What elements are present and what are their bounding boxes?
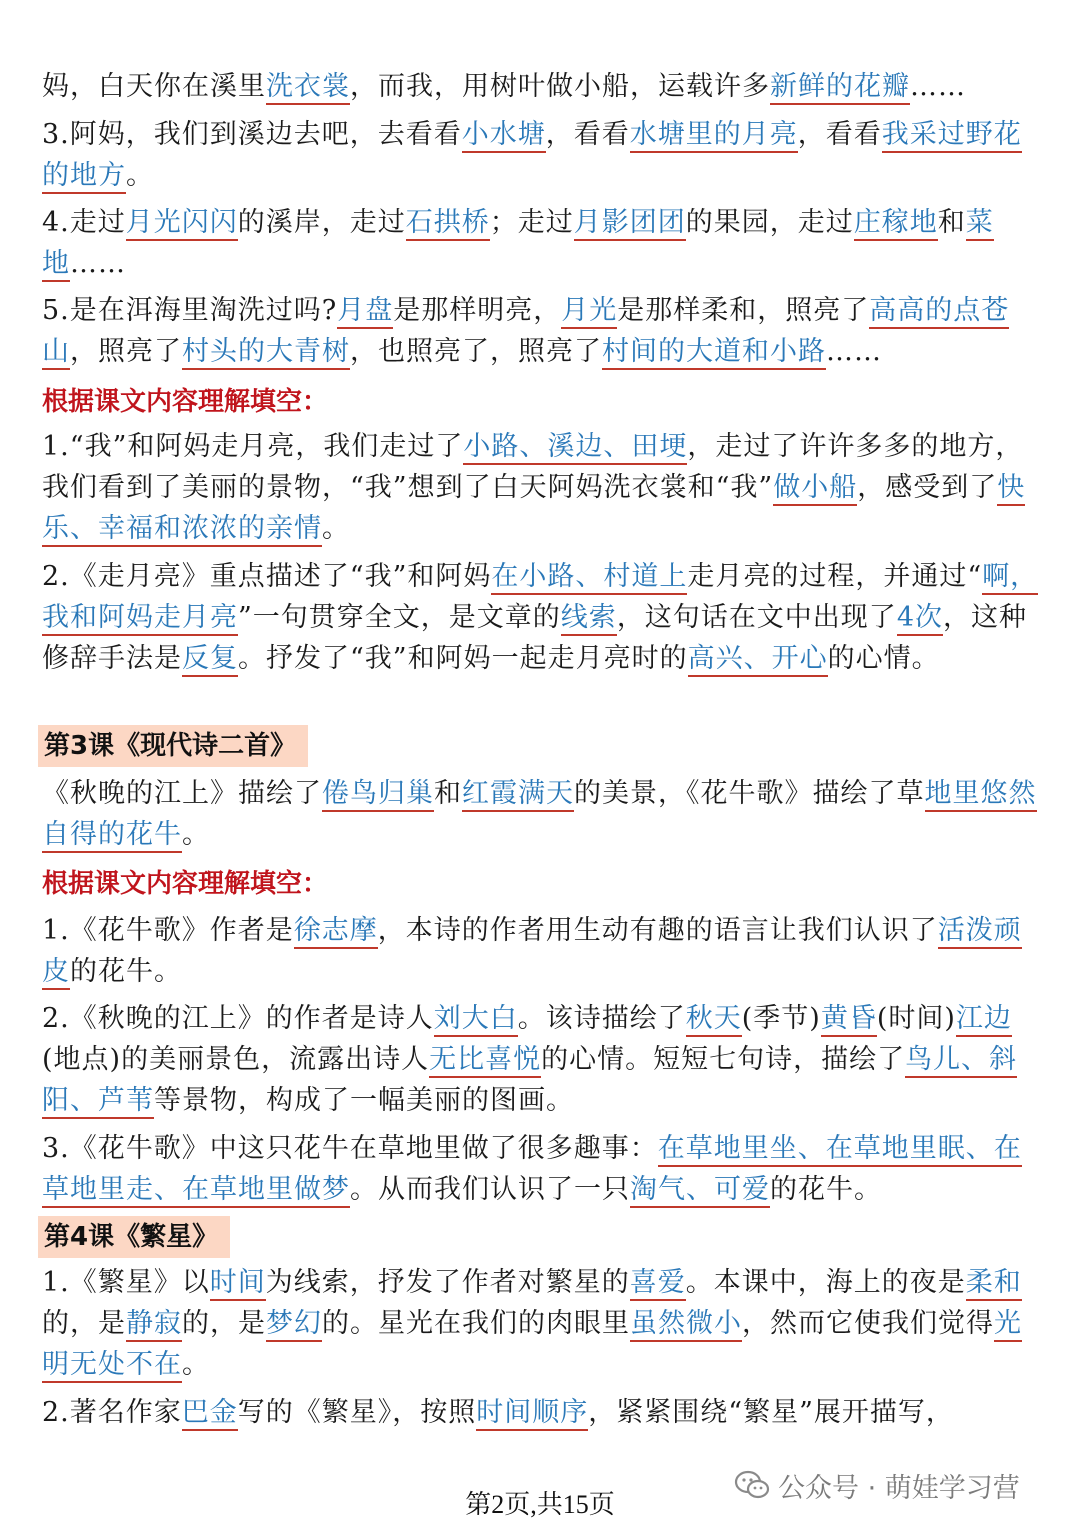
fill-blank-answer: 水塘里的月亮 <box>630 119 798 153</box>
fill-blank-answer: 4次 <box>897 602 943 636</box>
fill-blank-answer: 在小路、村道上 <box>491 561 687 595</box>
paragraph-text: ，紧紧围绕“繁星”展开描写， <box>588 1397 954 1428</box>
paragraph-text: 走月亮的过程，并通过“ <box>687 561 983 592</box>
paragraph-text: 。 <box>126 160 154 191</box>
text-paragraph <box>42 114 1042 196</box>
paragraph-text: ，感受到了 <box>857 472 998 503</box>
fill-blank-answer: 刘大白 <box>434 1003 518 1037</box>
instruction-heading: 根据课文内容理解填空： <box>42 387 329 417</box>
paragraph-text: 等景物，构成了一幅美丽的图画。 <box>154 1085 574 1116</box>
fill-blank-answer: 小路、溪边、田埂 <box>463 431 687 465</box>
text-paragraph <box>42 1392 1042 1433</box>
paragraph-text: 的，是 <box>182 1308 266 1339</box>
fill-blank-answer: 月盘 <box>337 295 393 329</box>
paragraph-text: 1.《繁星》以 <box>42 1267 210 1298</box>
paragraph-text: …… <box>910 71 966 102</box>
fill-blank-answer: 鸟儿、斜阳、芦苇 <box>42 1044 1017 1119</box>
paragraph-text: 的心情。 <box>827 643 940 674</box>
paragraph-text: 的花牛。 <box>70 956 182 987</box>
paragraph-text: 1.《花牛歌》作者是 <box>42 915 294 946</box>
fill-blank-answer: 村间的大道和小路 <box>602 336 826 370</box>
fill-blank-answer: 活泼顽皮 <box>42 915 1022 990</box>
paragraph-text: 。该诗描绘了 <box>517 1003 686 1034</box>
paragraph-text: 和 <box>937 207 966 238</box>
paragraph-text: ，这种修辞手法是 <box>42 602 1027 674</box>
paragraph-text: 。 <box>322 513 350 544</box>
fill-blank-answer: 高兴、开心 <box>688 643 828 677</box>
paragraph-text: 2.《走月亮》重点描述了“我”和阿妈 <box>42 561 492 592</box>
text-paragraph <box>42 1262 1042 1385</box>
fill-blank-answer: 柔和 <box>966 1267 1022 1301</box>
text-paragraph <box>42 202 1042 284</box>
paragraph-text: 3.阿妈，我们到溪边去吧，去看看 <box>42 119 462 150</box>
paragraph-text: 4.走过 <box>42 207 126 238</box>
fill-blank-answer: 做小船 <box>773 472 857 506</box>
fill-blank-answer: 地里悠然自得的花牛 <box>42 778 1037 853</box>
fill-blank-answer: 反复 <box>182 643 238 677</box>
watermark-text: 公众号 · 萌娃学习营 <box>778 1472 1020 1504</box>
paragraph-text: …… <box>70 248 126 279</box>
wechat-icon <box>734 1470 770 1500</box>
watermark <box>734 1462 1020 1508</box>
paragraph-text: 和 <box>434 778 462 809</box>
paragraph-text: 2.《秋晚的江上》的作者是诗人 <box>42 1003 434 1034</box>
text-paragraph <box>42 426 1042 549</box>
paragraph-text: 1.“我”和阿妈走月亮，我们走过了 <box>42 431 464 462</box>
fill-blank-answer: 月光 <box>561 295 617 329</box>
paragraph-text: 《秋晚的江上》描绘了 <box>42 778 322 809</box>
text-paragraph <box>42 66 1042 107</box>
text-paragraph <box>42 998 1042 1121</box>
paragraph-text: 的美景，《花牛歌》描绘了草 <box>574 778 925 809</box>
text-paragraph <box>42 910 1042 992</box>
paragraph-text: 的花牛。 <box>770 1174 882 1205</box>
instruction-heading: 根据课文内容理解填空： <box>42 869 329 899</box>
paragraph-text: 5.是在洱海里淘洗过吗? <box>42 295 338 326</box>
paragraph-text: ，而我，用树叶做小船，运载许多 <box>350 71 770 102</box>
fill-blank-answer: 江边 <box>956 1003 1012 1037</box>
paragraph-text: ，也照亮了，照亮了 <box>350 336 602 367</box>
fill-blank-answer: 快乐、幸福和浓浓的亲情 <box>42 472 1025 547</box>
text-paragraph <box>42 556 1042 679</box>
paragraph-text: 的。星光在我们的肉眼里 <box>322 1308 630 1339</box>
paragraph-text: 。从而我们认识了一只 <box>350 1174 630 1205</box>
paragraph-text: 3.《花牛歌》中这只花牛在草地里做了很多趣事： <box>42 1133 658 1164</box>
paragraph-text: 是那样明亮， <box>393 295 562 326</box>
paragraph-text: 。 <box>182 1349 210 1380</box>
fill-blank-answer: 巴金 <box>182 1397 238 1431</box>
fill-blank-answer: 月光闪闪 <box>126 207 238 241</box>
fill-blank-answer: 石拱桥 <box>406 207 490 241</box>
fill-blank-answer: 秋天 <box>686 1003 742 1037</box>
lesson-heading: 第3课《现代诗二首》 <box>38 725 308 767</box>
paragraph-text: 。 <box>182 819 210 850</box>
fill-blank-answer: 高高的点苍山 <box>42 295 1009 370</box>
paragraph-text: 是那样柔和，照亮了 <box>617 295 870 326</box>
fill-blank-answer: 我采过野花的地方 <box>42 119 1022 194</box>
fill-blank-answer: 菜地 <box>42 207 994 282</box>
paragraph-text: 妈，白天你在溪里 <box>42 71 266 102</box>
paragraph-text: ；走过 <box>489 207 574 238</box>
page-number: 第2页,共15页 <box>465 1490 615 1519</box>
paragraph-text: ，本诗的作者用生动有趣的语言让我们认识了 <box>377 915 938 946</box>
paragraph-text: (地点)的美丽景色，流露出诗人 <box>42 1044 430 1075</box>
fill-blank-answer: 时间顺序 <box>476 1397 588 1431</box>
lesson-heading: 第4课《繁星》 <box>38 1216 230 1258</box>
paragraph-text: (季节) <box>741 1003 821 1034</box>
paragraph-text: 写的《繁星》，按照 <box>237 1397 477 1428</box>
fill-blank-answer: 时间 <box>210 1267 266 1301</box>
paragraph-text: 的心情。短短七句诗，描绘了 <box>541 1044 906 1075</box>
fill-blank-answer: 倦鸟归巢 <box>322 778 434 812</box>
fill-blank-answer: 小水塘 <box>462 119 546 153</box>
paragraph-text: (时间) <box>876 1003 956 1034</box>
paragraph-text: 的果园，走过 <box>685 207 854 238</box>
paragraph-text: …… <box>826 336 882 367</box>
paragraph-text: ，这句话在文中出现了 <box>616 602 897 633</box>
paragraph-text: ”一句贯穿全文，是文章的 <box>238 602 561 633</box>
paragraph-text: ，走过了许许多多的地方，我们看到了美丽的景物，“我”想到了白天阿妈洗衣裳和“我” <box>42 431 1024 503</box>
fill-blank-answer: 洗衣裳 <box>266 71 350 105</box>
paragraph-text: 的溪岸，走过 <box>237 207 406 238</box>
paragraph-text: 。本课中，海上的夜是 <box>685 1267 966 1298</box>
paragraph-text: 2.著名作家 <box>42 1397 182 1428</box>
paragraph-text: 的，是 <box>42 1308 126 1339</box>
fill-blank-answer: 月影团团 <box>574 207 686 241</box>
fill-blank-answer: 庄稼地 <box>854 207 938 241</box>
paragraph-text: 为线索，抒发了作者对繁星的 <box>265 1267 630 1298</box>
fill-blank-answer: 红霞满天 <box>462 778 574 812</box>
fill-blank-answer: 梦幻 <box>266 1308 322 1342</box>
fill-blank-answer: 淘气、可爱 <box>630 1174 770 1208</box>
fill-blank-answer: 线索 <box>561 602 617 636</box>
paragraph-text: ，看看 <box>545 119 630 150</box>
fill-blank-answer: 新鲜的花瓣 <box>770 71 910 105</box>
fill-blank-answer: 黄昏 <box>821 1003 877 1037</box>
text-paragraph <box>42 773 1042 855</box>
paragraph-text: ，看看 <box>797 119 882 150</box>
fill-blank-answer: 虽然微小 <box>630 1308 742 1342</box>
fill-blank-answer: 无比喜悦 <box>429 1044 541 1078</box>
fill-blank-answer: 徐志摩 <box>294 915 378 949</box>
paragraph-text: 。抒发了“我”和阿妈一起走月亮时的 <box>238 643 688 674</box>
paragraph-text: ，然而它使我们觉得 <box>742 1308 994 1339</box>
fill-blank-answer: 村头的大青树 <box>182 336 350 370</box>
fill-blank-answer: 在草地里坐、在草地里眠、在草地里走、在草地里做梦 <box>42 1133 1022 1208</box>
text-paragraph <box>42 1128 1042 1210</box>
text-paragraph <box>42 290 1042 372</box>
paragraph-text: ，照亮了 <box>70 336 182 367</box>
fill-blank-answer: 静寂 <box>126 1308 182 1342</box>
fill-blank-answer: 喜爱 <box>630 1267 686 1301</box>
fill-blank-answer: 啊，我和阿妈走月亮 <box>42 561 1038 636</box>
fill-blank-answer: 光明无处不在 <box>42 1308 1022 1383</box>
